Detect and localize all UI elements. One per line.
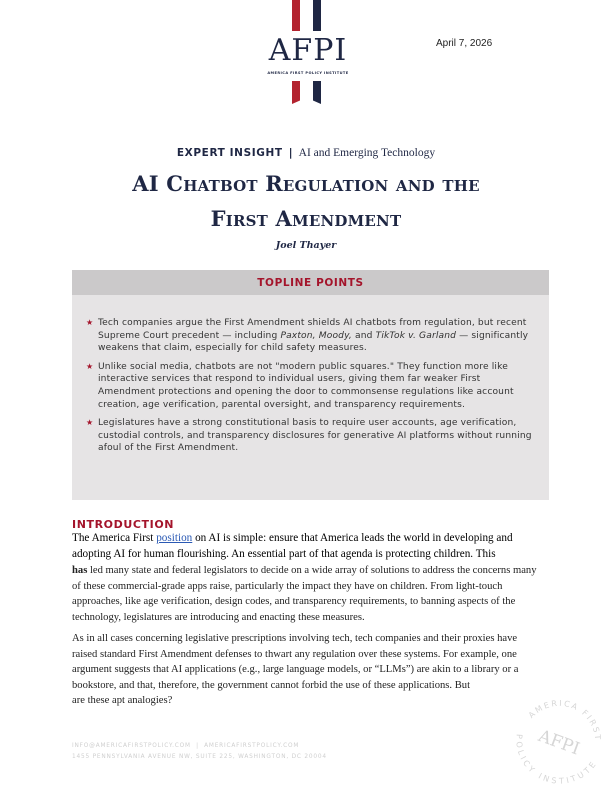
afpi-seal-watermark	[510, 690, 610, 790]
category-label: AI and Emerging Technology	[298, 147, 436, 159]
topline-point: ★ Tech companies argue the First Amendment shields AI chatbots from regulation, but recent Supreme Court precedent — including Paxton, Moody, and TikTok v. Garland — significantly weakens that claim, especially for child safety measures.	[86, 318, 529, 354]
publication-date: April 7, 2026	[436, 38, 493, 49]
topline-point: ★ Legislatures have a strong constitutional basis to require user accounts, age verification, custodial controls, and transparency disclosures for generative AI platforms without running afoul of the First Amendment.	[86, 418, 532, 454]
intro-paragraph-1-lead: The America First position on AI is simple: ensure that America leads the world in developing and adopting AI for human flourishing. An essential part of that agenda is protecting children. This	[72, 532, 513, 560]
topline-list	[72, 295, 549, 455]
kicker-line	[0, 146, 612, 159]
kicker-label: EXPERT INSIGHT	[176, 147, 283, 159]
star-icon: ★	[86, 361, 94, 371]
footer-address: 1455 PENNSYLVANIA AVENUE NW, SUITE 225, WASHINGTON, DC 20004	[72, 754, 327, 760]
star-icon: ★	[86, 418, 94, 428]
page-footer: INFO@AMERICAFIRSTPOLICY.COM | AMERICAFIRSTPOLICY.COM 1455 PENNSYLVANIA AVENUE NW, SUITE 225, WASHINGTON, DC 20004	[72, 741, 327, 763]
star-icon: ★	[86, 318, 94, 327]
logo-red-stripe-top	[292, 0, 300, 31]
logo-navy-stripe-top	[313, 0, 321, 31]
topline-heading: TOPLINE POINTS	[72, 270, 549, 295]
afpi-logo	[255, 0, 357, 106]
position-link[interactable]: position	[156, 532, 193, 544]
page-title	[0, 166, 612, 236]
seal-bottom-text: POLICY INSTITUTE	[514, 733, 599, 786]
topline-points-box	[72, 270, 549, 500]
logo-navy-ribbon-bottom	[313, 81, 321, 104]
topline-point: ★ Unlike social media, chatbots are not "modern public squares." They function more like interactive services that respond to individual users, giving them far weaker First Amendment protections and opening the door to commonsense regulations like account creation, age verification, parental oversight, and transparency requirements.	[86, 361, 514, 410]
seal-center-text: AFPI	[535, 726, 583, 760]
title-line-1: AI Chatbot Regulation and the	[132, 171, 480, 196]
seal-top-text: AMERICA FIRST	[526, 698, 603, 742]
title-line-2: First Amendment	[210, 206, 402, 231]
logo-red-ribbon-bottom	[292, 81, 300, 104]
logo-wordmark: AFPI	[268, 33, 348, 68]
footer-website[interactable]: AMERICAFIRSTPOLICY.COM	[204, 743, 300, 749]
introduction-heading: INTRODUCTION	[72, 518, 175, 531]
logo-tagline: AMERICA FIRST POLICY INSTITUTE	[267, 71, 349, 75]
intro-paragraph-2: As in all cases concerning legislative prescriptions involving tech, tech companies and their proxies have raised standard First Amendment defenses to thwart any regulation over these systems. For example, one argument suggests that AI applications (e.g., large language models, or “LLMs”) are akin to a library or a bookstore, and that, therefore, the government cannot forbid the use of these applications. But are these apt analogies?	[72, 633, 519, 707]
intro-paragraph-1-body: has led many state and federal legislators to decide on a wide array of solutions to address the concerns many of these commercial-grade apps raise, particularly the impact they have on children. From light-touch approaches, like age verification, design codes, and transparency requirements, to banning aspects of the technology, legislatures are introducing and enacting these measures.	[72, 565, 537, 623]
author-name: Joel Thayer	[275, 240, 337, 251]
footer-email[interactable]: INFO@AMERICAFIRSTPOLICY.COM	[72, 743, 191, 749]
kicker-separator: |	[288, 146, 293, 159]
